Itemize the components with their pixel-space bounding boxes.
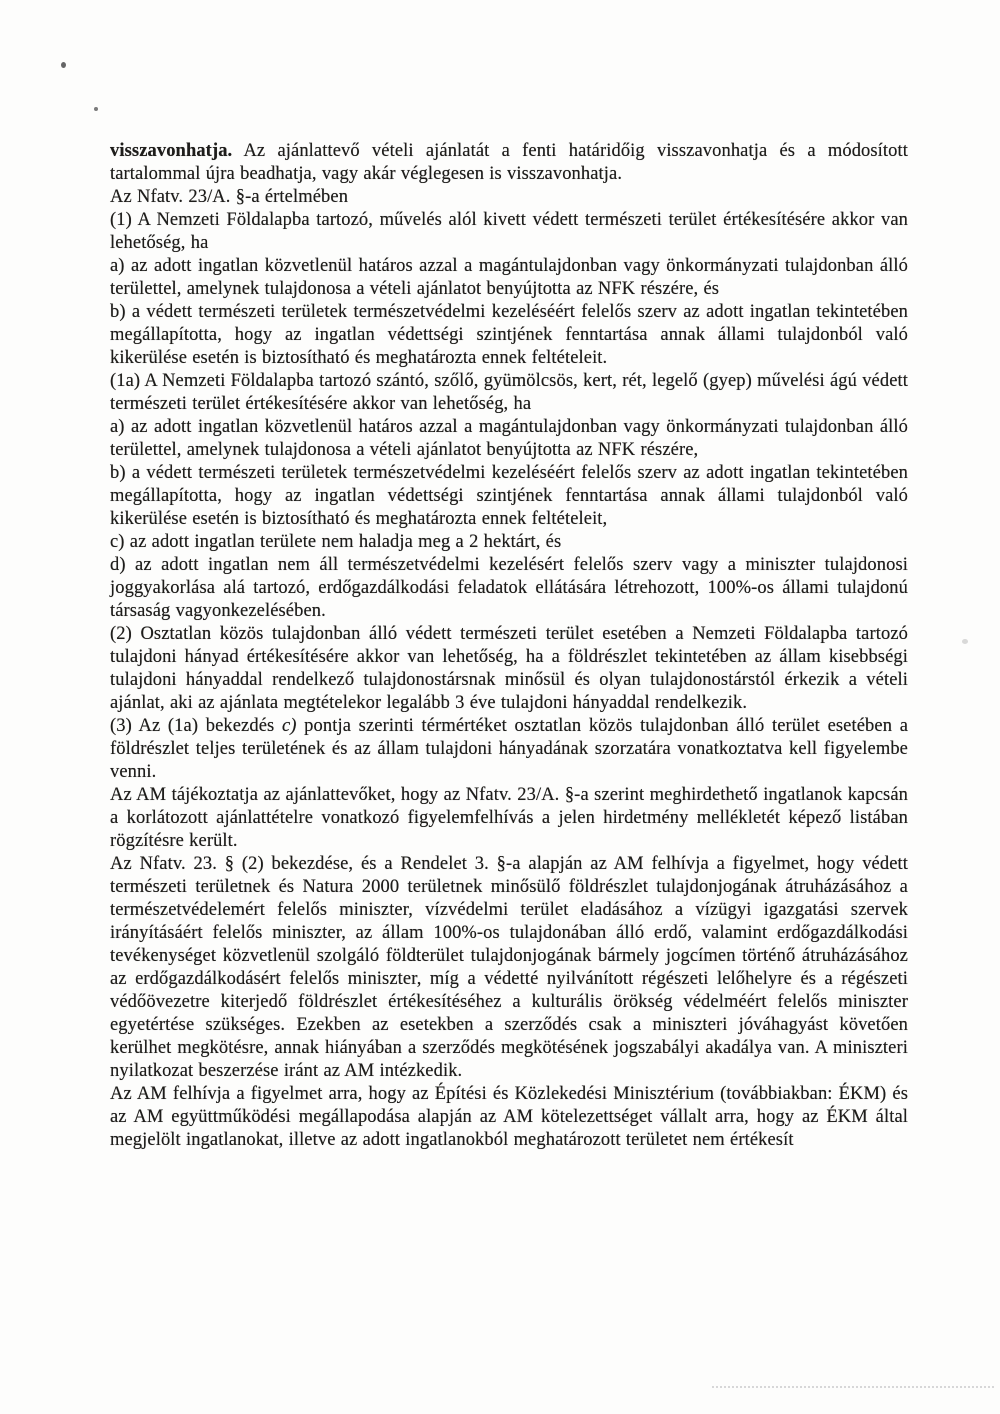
paragraph-s3-point-ref: c): [281, 716, 297, 736]
heading-nfatv-23a: Az Nfatv. 23/A. §-a értelmében: [110, 187, 349, 207]
paragraph-s1a-point-b: b) a védett természeti területek természetvédelmi kezeléséért felelős szerv az adott ingatlan tekintetében megállapította, hogy az ingatlan védettségi szintjének fenntartása annak állami tulajdonból való kikerülése esetén is biztosítható és meghatározta ennek feltételeit,: [110, 463, 908, 529]
paragraph-s1-intro: (1) A Nemzeti Földalapba tartozó, művelés alól kivett védett természeti terület értékesítésére akkor van lehetőség, ha: [110, 210, 908, 253]
scan-speck: [94, 107, 98, 111]
paragraph-s1a-point-d: d) az adott ingatlan nem áll természetvédelmi kezelésért felelős szerv vagy a miniszter tulajdonosi joggyakorlása alá tartozó, erdőgazdálkodási feladatok ellátására létrehozott, 100%-os állami tulajdonú társaság vagyonkezelésében.: [110, 555, 908, 621]
document-body: [110, 140, 908, 1152]
paragraph-am-notice: Az AM tájékoztatja az ajánlattevőket, hogy az Nfatv. 23/A. §-a szerint meghirdethető ingatlanok kapcsán a korlátozott ajánlattételre vonatkozó figyelemfelhívás a jelen hirdetmény mellékletét képező listában rögzítésre került.: [110, 785, 908, 851]
paragraph-s2: (2) Osztatlan közös tulajdonban álló védett természeti terület esetében a Nemzeti Földalapba tartozó tulajdoni hányad értékesítésére akkor van lehetőség, ha a földrészlet tekintetében az állam kisebbségi tulajdoni hányaddal rendelkező tulajdonostársnak minősül és olyan tulajdonostárstól érkezik a vételi ajánlat, aki az ajánlata megtételekor legalább 3 éve tulajdoni hányaddal rendelkezik.: [110, 624, 908, 713]
scan-speck: [962, 639, 968, 644]
paragraph-s1a-intro: (1a) A Nemzeti Földalapba tartozó szántó, szőlő, gyümölcsös, kert, rét, legelő (gyep) művelési ágú védett természeti terület értékesítésére akkor van lehetőség, ha: [110, 371, 908, 414]
paragraph-s3: [110, 715, 908, 784]
paragraph-nfatv23: Az Nfatv. 23. § (2) bekezdése, és a Rendelet 3. §-a alapján az AM felhívja a figyelmet, hogy védett természeti területnek és Natura 2000 területnek minősülő földrészlet tulajdonjogának átruházásához a természetvédelemért felelős miniszter, vízvédelmi terület eladásához a vízügyi igazgatási szervek irányításáért felelős miniszter, az állam 100%-os tulajdonában álló erdő, valamint erdőgazdálkodási tevékenységet közvetlenül szolgáló földterület tulajdonjogának bármely jogcímen történő átruházásához az erdőgazdálkodásért felelős miniszter, míg a védetté nyilvánított régészeti lelőhelyre és a régészeti védőövezetre kiterjedő földrészlet értékesítéséhez a kulturális örökség védelméért felelős miniszter egyetértése szükséges. Ezekben az esetekben a szerződés csak a miniszteri jóváhagyást követően kerülhet megkötésre, annak hiányában a szerződés megkötésének jogszabályi akadálya van. A miniszteri nyilatkozat beszerzése iránt az AM intézkedik.: [110, 854, 908, 1081]
paragraph-s3-pre: (3) Az (1a) bekezdés: [110, 716, 282, 736]
paragraph-s1a-point-c: c) az adott ingatlan területe nem haladja meg a 2 hektárt, és: [110, 532, 562, 552]
paragraph-s3-post: pontja szerinti térmértéket osztatlan közös tulajdonban álló terület esetében a földrészlet teljes területének és az állam tulajdoni hányadának szorzatára vonatkoztatva kell figyelembe venni.: [110, 716, 908, 782]
scan-artifact-line: [712, 1386, 994, 1388]
scan-speck: [61, 62, 66, 68]
paragraph-s1a-point-a: a) az adott ingatlan közvetlenül határos azzal a magántulajdonban vagy önkormányzati tulajdonban álló területtel, amelynek tulajdonosa a vételi ajánlatot benyújtotta az NFK részére,: [110, 417, 908, 460]
paragraph-withdrawal-lead: visszavonhatja.: [110, 141, 233, 161]
paragraph-s1-point-a: a) az adott ingatlan közvetlenül határos azzal a magántulajdonban vagy önkormányzati tulajdonban álló területtel, amelynek tulajdonosa a vételi ajánlatot benyújtotta az NFK részére, és: [110, 256, 908, 299]
paragraph-s1-point-b: b) a védett természeti területek természetvédelmi kezeléséért felelős szerv az adott ingatlan tekintetében megállapította, hogy az ingatlan védettségi szintjének fenntartása annak állami tulajdonból való kikerülése esetén is biztosítható és meghatározta ennek feltételeit.: [110, 302, 908, 368]
paragraph-ekm: Az AM felhívja a figyelmet arra, hogy az Építési és Közlekedési Minisztérium (továbbiakban: ÉKM) és az AM együttműködési megállapodása alapján az AM kötelezettséget vállalt arra, hogy az ÉKM által megjelölt ingatlanokat, illetve az adott ingatlanokból meghatározott területet nem értékesít: [110, 1084, 908, 1150]
paragraph-withdrawal-text: Az ajánlattevő vételi ajánlatát a fenti határidőig visszavonhatja és a módosított tartalommal újra beadhatja, vagy akár véglegesen is visszavonhatja.: [110, 141, 908, 184]
paragraph-withdrawal: [110, 140, 908, 186]
